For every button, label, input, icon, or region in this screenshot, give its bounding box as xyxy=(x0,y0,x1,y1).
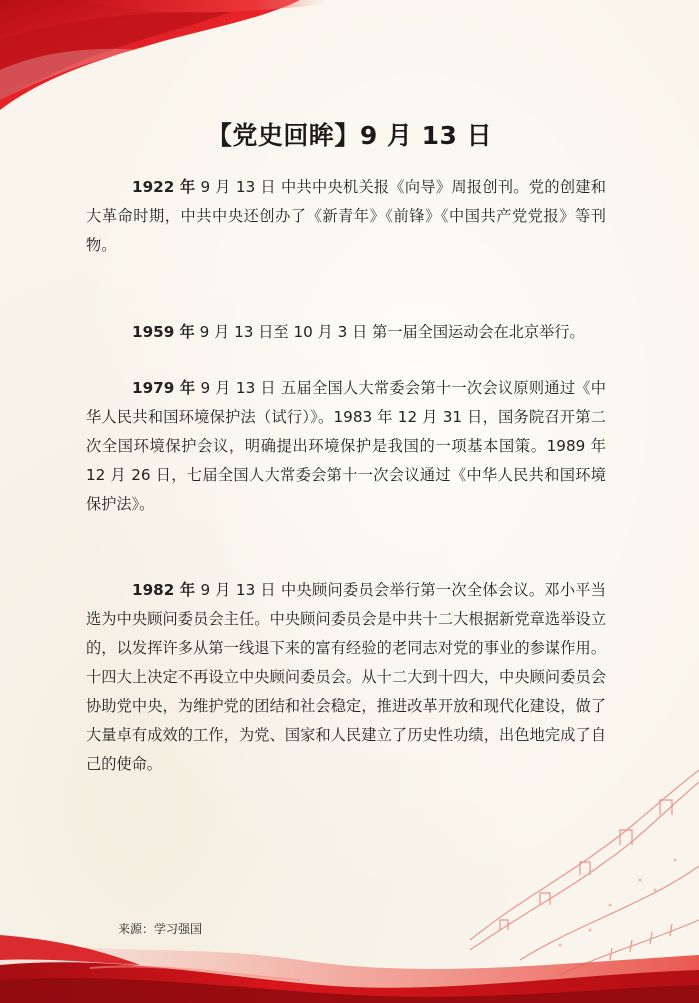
entry-1979 xyxy=(86,374,606,519)
entry-1982 xyxy=(86,576,606,779)
source-credit: 来源：学习强国 xyxy=(118,922,203,936)
entry-year: 1979 年 xyxy=(132,379,196,397)
entry-year: 1922 年 xyxy=(132,178,196,196)
entry-text: 9 月 13 日 五届全国人大常委会第十一次会议原则通过《中华人民共和国环境保护法（试行）》。1983 年 12 月 31 日，国务院召开第二次全国环境保护会议，明确提出环境保护是我国的一项基本国策。1989 年 12 月 26 日，七届全国人大常委会第十一次会议通过《中华人民共和国环境保护法》。 xyxy=(86,379,606,513)
page-title: 【党史回眸】9 月 13 日 xyxy=(206,121,493,150)
entry-text: 9 月 13 日至 10 月 3 日 第一届全国运动会在北京举行。 xyxy=(194,323,585,341)
entry-text: 9 月 13 日 中央顾问委员会举行第一次全体会议。邓小平当选为中央顾问委员会主任。中央顾问委员会是中共十二大根据新党章选举设立的，以发挥许多从第一线退下来的富有经验的老同志对党的事业的参谋作用。十四大上决定不再设立中央顾问委员会。从十二大到十四大，中央顾问委员会协助党中央，为维护党的团结和社会稳定，推进改革开放和现代化建设，做了大量卓有成效的工作，为党、国家和人民建立了历史性功绩，出色地完成了自己的使命。 xyxy=(86,581,606,773)
entry-year: 1982 年 xyxy=(132,581,196,599)
entry-year: 1959 年 xyxy=(132,323,195,341)
entry-1959 xyxy=(86,318,606,347)
entry-text: 9 月 13 日 中共中央机关报《向导》周报创刊。党的创建和大革命时期，中共中央还创办了《新青年》《前锋》《中国共产党党报》等刊物。 xyxy=(86,178,606,254)
entry-1922 xyxy=(86,173,606,260)
